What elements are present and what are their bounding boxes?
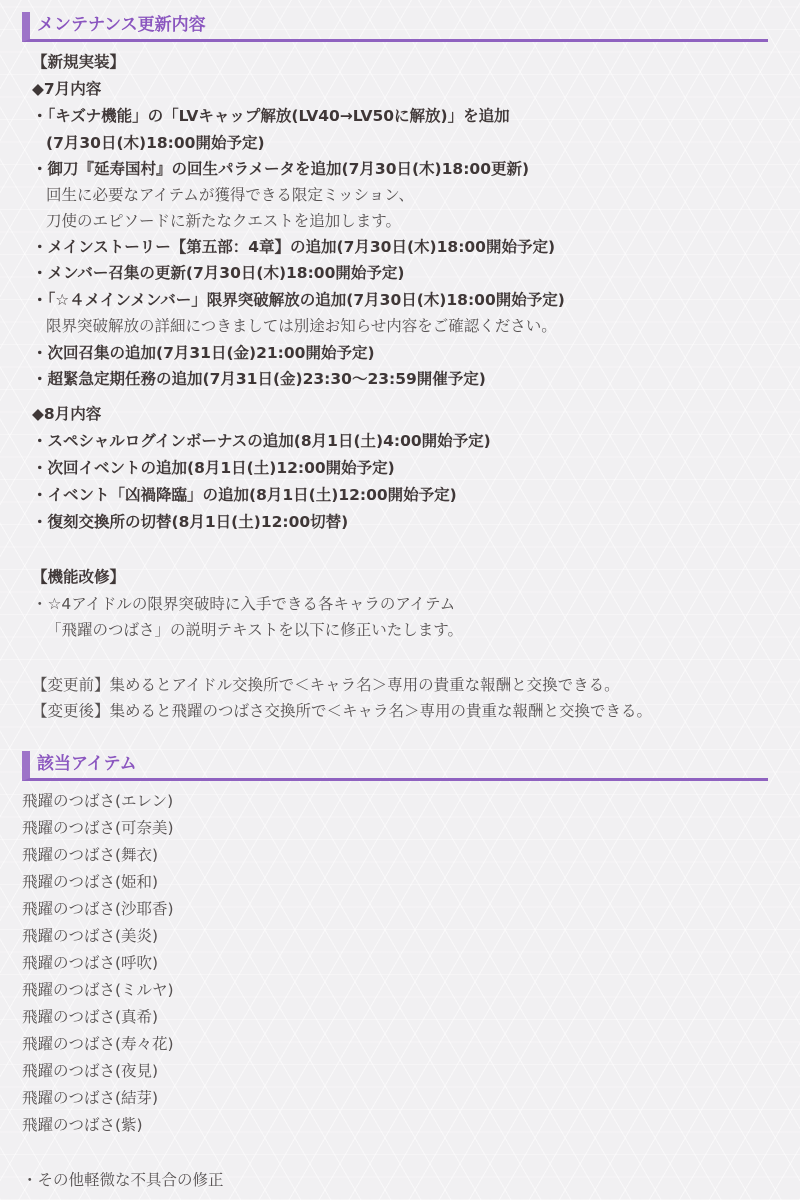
text-line: 飛躍のつばさ(紫) <box>22 1116 143 1134</box>
text-line: ◆7月内容 <box>32 80 102 98</box>
text-line: 飛躍のつばさ(沙耶香) <box>22 900 174 918</box>
text-line: 【機能改修】 <box>32 568 126 586</box>
text-line: (7月30日(木)18:00開始予定) <box>46 134 265 152</box>
text-line: 飛躍のつばさ(夜見) <box>22 1062 159 1080</box>
text-line: ・次回イベントの追加(8月1日(土)12:00開始予定) <box>32 459 395 477</box>
text-line: 飛躍のつばさ(結芽) <box>22 1089 159 1107</box>
text-line: ・復刻交換所の切替(8月1日(土)12:00切替) <box>32 513 349 531</box>
text-line: 「飛躍のつばさ」の説明テキストを以下に修正いたします。 <box>46 621 463 639</box>
text-line: 【変更後】集めると飛躍のつばさ交換所で＜キャラ名＞専用の貴重な報酬と交換できる。 <box>32 702 653 720</box>
section-heading-maintenance: メンテナンス更新内容 <box>22 12 768 42</box>
text-line: 限界突破解放の詳細につきましては別途お知らせ内容をご確認ください。 <box>46 317 557 335</box>
text-line: 飛躍のつばさ(可奈美) <box>22 819 174 837</box>
text-line: 飛躍のつばさ(美炎) <box>22 927 159 945</box>
text-line: 飛躍のつばさ(姫和) <box>22 873 159 891</box>
text-line: ・イベント「凶禍降臨」の追加(8月1日(土)12:00開始予定) <box>32 486 457 504</box>
text-line: 飛躍のつばさ(舞衣) <box>22 846 159 864</box>
text-line: ・スペシャルログインボーナスの追加(8月1日(土)4:00開始予定) <box>32 432 491 450</box>
text-line: ◆8月内容 <box>32 405 102 423</box>
text-line: 刀使のエピソードに新たなクエストを追加します。 <box>46 212 401 230</box>
text-line: ・その他軽微な不具合の修正 <box>22 1171 224 1189</box>
text-line: 飛躍のつばさ(真希) <box>22 1008 159 1026</box>
text-line: ・御刀『延寿国村』の回生パラメータを追加(7月30日(木)18:00更新) <box>32 160 530 178</box>
text-line: 回生に必要なアイテムが獲得できる限定ミッション、 <box>46 186 414 204</box>
text-line: 飛躍のつばさ(寿々花) <box>22 1035 174 1053</box>
text-line: ・「キズナ機能」の「LVキャップ解放(LV40→LV50に解放)」を追加 <box>32 107 510 125</box>
text-line: 【変更前】集めるとアイドル交換所で＜キャラ名＞専用の貴重な報酬と交換できる。 <box>32 676 620 694</box>
text-line: 飛躍のつばさ(ミルヤ) <box>22 981 174 999</box>
section-heading-items: 該当アイテム <box>22 751 768 781</box>
text-line: ・メインストーリー【第五部：4章】の追加(7月30日(木)18:00開始予定) <box>32 238 556 256</box>
text-line: 飛躍のつばさ(エレン) <box>22 792 174 810</box>
text-line: 飛躍のつばさ(呼吹) <box>22 954 159 972</box>
text-line: ・メンバー召集の更新(7月30日(木)18:00開始予定) <box>32 264 405 282</box>
text-line: ・「☆４メインメンバー」限界突破解放の追加(7月30日(木)18:00開始予定) <box>32 291 565 309</box>
text-line: ・超緊急定期任務の追加(7月31日(金)23:30～23:59開催予定) <box>32 370 486 388</box>
text-line: 【新規実装】 <box>32 53 126 71</box>
text-line: ・☆4アイドルの限界突破時に入手できる各キャラのアイテム <box>32 595 456 613</box>
text-line: ・次回召集の追加(7月31日(金)21:00開始予定) <box>32 344 375 362</box>
